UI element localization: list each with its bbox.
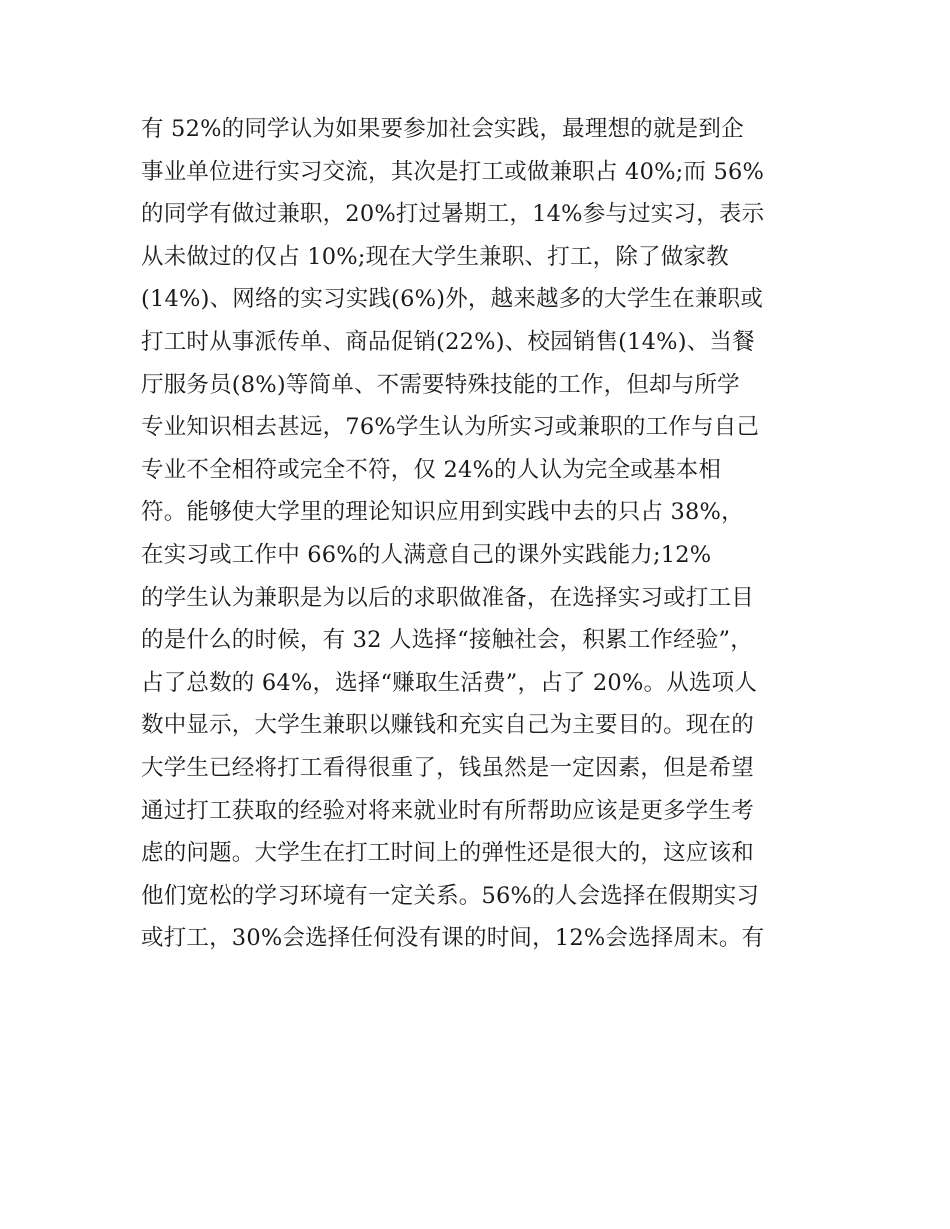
text-line: 占了总数的 64%，选择“赚取生活费”，占了 20%。从选项人: [141, 669, 758, 696]
text-line: 通过打工获取的经验对将来就业时有所帮助应该是更多学生考: [141, 797, 754, 824]
text-line: 符。能够使大学里的理论知识应用到实践中去的只占 38%，: [141, 499, 744, 526]
text-line: 打工时从事派传单、商品促销(22%)、校园销售(14%)、当餐: [141, 328, 755, 355]
text-line: 专业不全相符或完全不符，仅 24%的人认为完全或基本相: [141, 456, 722, 483]
text-line: 大学生已经将打工看得很重了，钱虽然是一定因素，但是希望: [141, 754, 754, 781]
text-line: 数中显示，大学生兼职以赚钱和充实自己为主要目的。现在的: [141, 712, 754, 739]
text-line: 虑的问题。大学生在打工时间上的弹性还是很大的，这应该和: [141, 840, 754, 867]
text-line: 事业单位进行实习交流，其次是打工或做兼职占 40%;而 56%: [141, 158, 765, 185]
text-line: 或打工，30%会选择任何没有课的时间，12%会选择周末。有: [141, 925, 765, 952]
text-line: 的同学有做过兼职，20%打过暑期工，14%参与过实习，表示: [141, 201, 765, 228]
text-line: 厅服务员(8%)等简单、不需要特殊技能的工作，但却与所学: [141, 371, 740, 398]
text-line: 他们宽松的学习环境有一定关系。56%的人会选择在假期实习: [141, 882, 760, 909]
text-line: 有 52%的同学认为如果要参加社会实践，最理想的就是到企: [141, 116, 744, 142]
body-paragraph: [141, 108, 821, 960]
text-line: 的是什么的时候，有 32 人选择“接触社会，积累工作经验”，: [141, 627, 753, 654]
text-line: 专业知识相去甚远，76%学生认为所实习或兼职的工作与自己: [141, 414, 760, 441]
text-line: 在实习或工作中 66%的人满意自己的课外实践能力;12%: [141, 541, 712, 568]
text-line: (14%)、网络的实习实践(6%)外，越来越多的大学生在兼职或: [141, 286, 764, 313]
text-line: 的学生认为兼职是为以后的求职做准备，在选择实习或打工目: [141, 584, 754, 611]
text-line: 从未做过的仅占 10%;现在大学生兼职、打工，除了做家教: [141, 243, 729, 270]
